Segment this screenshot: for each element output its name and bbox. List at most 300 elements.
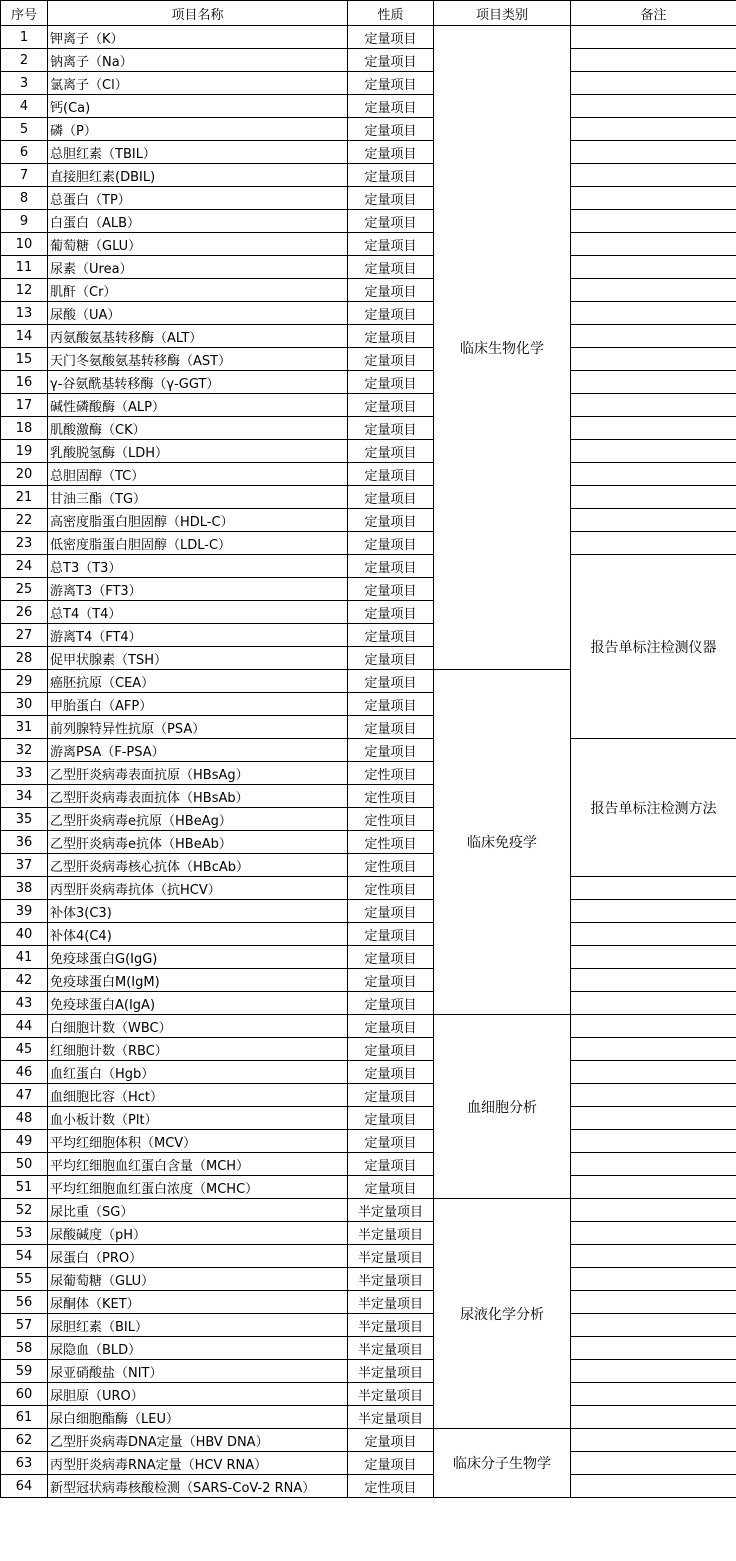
item-nature: 定量项目 — [348, 187, 434, 210]
remark-cell-empty — [571, 509, 736, 532]
table-row — [1, 141, 736, 164]
row-number: 6 — [1, 141, 48, 164]
item-nature: 定量项目 — [348, 624, 434, 647]
table-row — [1, 325, 736, 348]
item-nature: 定量项目 — [348, 1452, 434, 1475]
row-number: 35 — [1, 808, 48, 831]
remark-cell-empty — [571, 1291, 736, 1314]
remark-cell-empty — [571, 923, 736, 946]
item-name: 乙型肝炎病毒DNA定量（HBV DNA） — [48, 1429, 348, 1452]
item-category: 临床生物化学 — [434, 26, 571, 670]
item-category: 血细胞分析 — [434, 1015, 571, 1199]
table-row — [1, 877, 736, 900]
remark-cell-empty — [571, 1199, 736, 1222]
item-name: 总T4（T4） — [48, 601, 348, 624]
item-name: 尿素（Urea） — [48, 256, 348, 279]
remark-cell-empty — [571, 1475, 736, 1498]
item-name: 肌酸激酶（CK） — [48, 417, 348, 440]
item-name: 尿比重（SG） — [48, 1199, 348, 1222]
row-number: 31 — [1, 716, 48, 739]
item-name: 丙型肝炎病毒抗体（抗HCV） — [48, 877, 348, 900]
remark-cell-empty — [571, 1337, 736, 1360]
table-row — [1, 417, 736, 440]
item-nature: 半定量项目 — [348, 1222, 434, 1245]
table-row — [1, 532, 736, 555]
item-nature: 定量项目 — [348, 371, 434, 394]
row-number: 61 — [1, 1406, 48, 1429]
row-number: 53 — [1, 1222, 48, 1245]
item-nature: 定量项目 — [348, 1429, 434, 1452]
item-name: 促甲状腺素（TSH） — [48, 647, 348, 670]
item-name: 乙型肝炎病毒核心抗体（HBcAb） — [48, 854, 348, 877]
item-nature: 定量项目 — [348, 1107, 434, 1130]
table-row — [1, 1475, 736, 1498]
item-nature: 定性项目 — [348, 831, 434, 854]
remark-cell-empty — [571, 118, 736, 141]
item-name: 尿葡萄糖（GLU） — [48, 1268, 348, 1291]
item-nature: 定量项目 — [348, 348, 434, 371]
table-row — [1, 923, 736, 946]
row-number: 13 — [1, 302, 48, 325]
row-number: 17 — [1, 394, 48, 417]
item-nature: 定量项目 — [348, 716, 434, 739]
row-number: 19 — [1, 440, 48, 463]
row-number: 58 — [1, 1337, 48, 1360]
row-number: 40 — [1, 923, 48, 946]
item-name: 补体3(C3) — [48, 900, 348, 923]
item-nature: 半定量项目 — [348, 1406, 434, 1429]
table-body — [1, 26, 736, 1498]
row-number: 2 — [1, 49, 48, 72]
remark-cell-empty — [571, 900, 736, 923]
item-nature: 半定量项目 — [348, 1291, 434, 1314]
remark-cell-empty — [571, 325, 736, 348]
item-name: 白细胞计数（WBC） — [48, 1015, 348, 1038]
row-number: 37 — [1, 854, 48, 877]
row-number: 12 — [1, 279, 48, 302]
remark-cell-empty — [571, 1038, 736, 1061]
item-nature: 定量项目 — [348, 233, 434, 256]
item-nature: 半定量项目 — [348, 1199, 434, 1222]
table-header — [1, 1, 736, 26]
item-name: 总蛋白（TP） — [48, 187, 348, 210]
remark-cell-empty — [571, 1245, 736, 1268]
table-row — [1, 1245, 736, 1268]
table-row — [1, 187, 736, 210]
remark-cell-empty — [571, 946, 736, 969]
item-nature: 定量项目 — [348, 532, 434, 555]
remark-cell-empty — [571, 49, 736, 72]
item-nature: 定量项目 — [348, 417, 434, 440]
remark-cell-empty — [571, 440, 736, 463]
item-category: 尿液化学分析 — [434, 1199, 571, 1429]
row-number: 27 — [1, 624, 48, 647]
remark-cell-empty — [571, 1130, 736, 1153]
remark-cell-empty — [571, 463, 736, 486]
item-name: 新型冠状病毒核酸检测（SARS-CoV-2 RNA） — [48, 1475, 348, 1498]
row-number: 55 — [1, 1268, 48, 1291]
item-nature: 定性项目 — [348, 785, 434, 808]
table-row — [1, 49, 736, 72]
item-nature: 定量项目 — [348, 1061, 434, 1084]
item-nature: 定量项目 — [348, 95, 434, 118]
row-number: 49 — [1, 1130, 48, 1153]
item-name: 乳酸脱氢酶（LDH） — [48, 440, 348, 463]
row-number: 42 — [1, 969, 48, 992]
item-name: 红细胞计数（RBC） — [48, 1038, 348, 1061]
remark-cell-empty — [571, 1015, 736, 1038]
row-number: 9 — [1, 210, 48, 233]
table-row — [1, 1084, 736, 1107]
table-row — [1, 1061, 736, 1084]
item-remark: 报告单标注检测仪器 — [571, 555, 736, 739]
remark-cell-empty — [571, 1176, 736, 1199]
item-name: 甘油三酯（TG） — [48, 486, 348, 509]
table-row — [1, 1337, 736, 1360]
table-row — [1, 1222, 736, 1245]
remark-cell-empty — [571, 187, 736, 210]
table-row — [1, 463, 736, 486]
item-name: 游离T4（FT4） — [48, 624, 348, 647]
item-nature: 定量项目 — [348, 164, 434, 187]
table-row — [1, 969, 736, 992]
table-row — [1, 1199, 736, 1222]
item-remark: 报告单标注检测方法 — [571, 739, 736, 877]
item-nature: 定量项目 — [348, 601, 434, 624]
remark-cell-empty — [571, 1061, 736, 1084]
row-number: 15 — [1, 348, 48, 371]
item-nature: 定量项目 — [348, 463, 434, 486]
item-category: 临床分子生物学 — [434, 1429, 571, 1498]
item-nature: 半定量项目 — [348, 1383, 434, 1406]
table-row — [1, 1107, 736, 1130]
item-nature: 定量项目 — [348, 394, 434, 417]
remark-cell-empty — [571, 877, 736, 900]
item-name: 天门冬氨酸氨基转移酶（AST） — [48, 348, 348, 371]
row-number: 32 — [1, 739, 48, 762]
header-row — [1, 1, 736, 26]
item-name: 尿蛋白（PRO） — [48, 1245, 348, 1268]
remark-cell-empty — [571, 1429, 736, 1452]
item-name: 乙型肝炎病毒e抗体（HBeAb） — [48, 831, 348, 854]
remark-cell-empty — [571, 992, 736, 1015]
item-nature: 定量项目 — [348, 141, 434, 164]
item-nature: 半定量项目 — [348, 1245, 434, 1268]
table-row — [1, 900, 736, 923]
table-row — [1, 1360, 736, 1383]
item-name: 游离PSA（F-PSA） — [48, 739, 348, 762]
item-name: 补体4(C4) — [48, 923, 348, 946]
item-nature: 定性项目 — [348, 877, 434, 900]
item-name: 总胆红素（TBIL） — [48, 141, 348, 164]
header-name: 项目名称 — [48, 1, 348, 26]
table-row — [1, 233, 736, 256]
row-number: 48 — [1, 1107, 48, 1130]
table-row — [1, 440, 736, 463]
remark-cell-empty — [571, 969, 736, 992]
item-nature: 半定量项目 — [348, 1360, 434, 1383]
item-name: 尿隐血（BLD） — [48, 1337, 348, 1360]
row-number: 25 — [1, 578, 48, 601]
remark-cell-empty — [571, 279, 736, 302]
remark-cell-empty — [571, 1084, 736, 1107]
row-number: 52 — [1, 1199, 48, 1222]
row-number: 5 — [1, 118, 48, 141]
item-name: 尿亚硝酸盐（NIT） — [48, 1360, 348, 1383]
item-name: 平均红细胞血红蛋白浓度（MCHC） — [48, 1176, 348, 1199]
row-number: 63 — [1, 1452, 48, 1475]
table-row — [1, 118, 736, 141]
item-nature: 半定量项目 — [348, 1314, 434, 1337]
item-nature: 定性项目 — [348, 762, 434, 785]
table-row — [1, 279, 736, 302]
item-name: 乙型肝炎病毒表面抗原（HBsAg） — [48, 762, 348, 785]
remark-cell-empty — [571, 1360, 736, 1383]
table-row — [1, 1038, 736, 1061]
item-name: 肌酐（Cr） — [48, 279, 348, 302]
item-nature: 定量项目 — [348, 693, 434, 716]
row-number: 46 — [1, 1061, 48, 1084]
header-no: 序号 — [1, 1, 48, 26]
table-row — [1, 1291, 736, 1314]
table-row — [1, 72, 736, 95]
row-number: 7 — [1, 164, 48, 187]
remark-cell-empty — [571, 256, 736, 279]
item-nature: 半定量项目 — [348, 1337, 434, 1360]
table-row — [1, 1268, 736, 1291]
remark-cell-empty — [571, 1406, 736, 1429]
item-nature: 定量项目 — [348, 900, 434, 923]
item-name: 游离T3（FT3） — [48, 578, 348, 601]
item-nature: 定量项目 — [348, 946, 434, 969]
header-remark: 备注 — [571, 1, 736, 26]
row-number: 54 — [1, 1245, 48, 1268]
item-nature: 定量项目 — [348, 210, 434, 233]
row-number: 29 — [1, 670, 48, 693]
row-number: 44 — [1, 1015, 48, 1038]
table-row — [1, 1406, 736, 1429]
row-number: 28 — [1, 647, 48, 670]
row-number: 39 — [1, 900, 48, 923]
item-nature: 定量项目 — [348, 279, 434, 302]
table-row — [1, 256, 736, 279]
item-nature: 定量项目 — [348, 923, 434, 946]
item-name: γ-谷氨酰基转移酶（γ-GGT） — [48, 371, 348, 394]
item-name: 钾离子（K） — [48, 26, 348, 49]
remark-cell-empty — [571, 417, 736, 440]
table-row — [1, 1130, 736, 1153]
row-number: 34 — [1, 785, 48, 808]
item-nature: 定量项目 — [348, 992, 434, 1015]
row-number: 57 — [1, 1314, 48, 1337]
remark-cell-empty — [571, 141, 736, 164]
table-row — [1, 946, 736, 969]
item-nature: 定量项目 — [348, 969, 434, 992]
row-number: 50 — [1, 1153, 48, 1176]
table-row — [1, 486, 736, 509]
table-row — [1, 1452, 736, 1475]
item-name: 直接胆红素(DBIL) — [48, 164, 348, 187]
item-name: 白蛋白（ALB） — [48, 210, 348, 233]
remark-cell-empty — [571, 348, 736, 371]
item-nature: 定量项目 — [348, 302, 434, 325]
item-name: 丙型肝炎病毒RNA定量（HCV RNA） — [48, 1452, 348, 1475]
row-number: 60 — [1, 1383, 48, 1406]
row-number: 10 — [1, 233, 48, 256]
item-nature: 定量项目 — [348, 555, 434, 578]
row-number: 62 — [1, 1429, 48, 1452]
table-row — [1, 26, 736, 49]
row-number: 23 — [1, 532, 48, 555]
item-nature: 定量项目 — [348, 1176, 434, 1199]
row-number: 45 — [1, 1038, 48, 1061]
header-nature: 性质 — [348, 1, 434, 26]
item-name: 血小板计数（Plt） — [48, 1107, 348, 1130]
item-nature: 定量项目 — [348, 670, 434, 693]
remark-cell-empty — [571, 486, 736, 509]
table-row — [1, 1153, 736, 1176]
item-name: 碱性磷酸酶（ALP） — [48, 394, 348, 417]
row-number: 24 — [1, 555, 48, 578]
row-number: 16 — [1, 371, 48, 394]
table-row — [1, 164, 736, 187]
row-number: 14 — [1, 325, 48, 348]
table-row — [1, 992, 736, 1015]
row-number: 21 — [1, 486, 48, 509]
row-number: 33 — [1, 762, 48, 785]
remark-cell-empty — [571, 164, 736, 187]
table-row — [1, 1015, 736, 1038]
item-nature: 定量项目 — [348, 49, 434, 72]
item-name: 前列腺特异性抗原（PSA） — [48, 716, 348, 739]
table-row — [1, 302, 736, 325]
row-number: 59 — [1, 1360, 48, 1383]
table-row — [1, 394, 736, 417]
item-name: 免疫球蛋白G(IgG) — [48, 946, 348, 969]
row-number: 8 — [1, 187, 48, 210]
item-name: 丙氨酸氨基转移酶（ALT） — [48, 325, 348, 348]
item-nature: 定量项目 — [348, 1084, 434, 1107]
remark-cell-empty — [571, 1222, 736, 1245]
item-nature: 定量项目 — [348, 440, 434, 463]
row-number: 1 — [1, 26, 48, 49]
remark-cell-empty — [571, 210, 736, 233]
item-name: 低密度脂蛋白胆固醇（LDL-C） — [48, 532, 348, 555]
item-name: 尿酸碱度（pH） — [48, 1222, 348, 1245]
item-name: 磷（P） — [48, 118, 348, 141]
table-row — [1, 210, 736, 233]
item-name: 尿白细胞酯酶（LEU） — [48, 1406, 348, 1429]
item-nature: 定性项目 — [348, 854, 434, 877]
item-name: 尿胆原（URO） — [48, 1383, 348, 1406]
remark-cell-empty — [571, 1268, 736, 1291]
row-number: 20 — [1, 463, 48, 486]
item-name: 钙(Ca) — [48, 95, 348, 118]
remark-cell-empty — [571, 371, 736, 394]
table-row — [1, 509, 736, 532]
item-nature: 定量项目 — [348, 1130, 434, 1153]
item-nature: 定性项目 — [348, 808, 434, 831]
row-number: 47 — [1, 1084, 48, 1107]
item-name: 血细胞比容（Hct） — [48, 1084, 348, 1107]
remark-cell-empty — [571, 302, 736, 325]
table-row — [1, 1176, 736, 1199]
remark-cell-empty — [571, 95, 736, 118]
item-name: 总胆固醇（TC） — [48, 463, 348, 486]
row-number: 11 — [1, 256, 48, 279]
row-number: 38 — [1, 877, 48, 900]
remark-cell-empty — [571, 532, 736, 555]
remark-cell-empty — [571, 72, 736, 95]
item-name: 高密度脂蛋白胆固醇（HDL-C） — [48, 509, 348, 532]
table-row — [1, 95, 736, 118]
item-name: 免疫球蛋白A(IgA) — [48, 992, 348, 1015]
table-row — [1, 348, 736, 371]
item-nature: 定量项目 — [348, 72, 434, 95]
table-row — [1, 555, 736, 578]
item-nature: 定量项目 — [348, 509, 434, 532]
item-name: 癌胚抗原（CEA） — [48, 670, 348, 693]
item-name: 免疫球蛋白M(IgM) — [48, 969, 348, 992]
row-number: 26 — [1, 601, 48, 624]
remark-cell-empty — [571, 394, 736, 417]
item-category: 临床免疫学 — [434, 670, 571, 1015]
header-category: 项目类别 — [434, 1, 571, 26]
item-name: 乙型肝炎病毒表面抗体（HBsAb） — [48, 785, 348, 808]
item-nature: 定性项目 — [348, 1475, 434, 1498]
item-nature: 定量项目 — [348, 256, 434, 279]
item-nature: 定量项目 — [348, 739, 434, 762]
table-row — [1, 1383, 736, 1406]
item-nature: 定量项目 — [348, 325, 434, 348]
item-name: 钠离子（Na） — [48, 49, 348, 72]
remark-cell-empty — [571, 233, 736, 256]
item-name: 尿酮体（KET） — [48, 1291, 348, 1314]
item-name: 乙型肝炎病毒e抗原（HBeAg） — [48, 808, 348, 831]
row-number: 3 — [1, 72, 48, 95]
item-name: 平均红细胞体积（MCV） — [48, 1130, 348, 1153]
item-name: 甲胎蛋白（AFP） — [48, 693, 348, 716]
item-name: 葡萄糖（GLU） — [48, 233, 348, 256]
item-name: 尿酸（UA） — [48, 302, 348, 325]
row-number: 41 — [1, 946, 48, 969]
row-number: 64 — [1, 1475, 48, 1498]
row-number: 56 — [1, 1291, 48, 1314]
remark-cell-empty — [571, 1314, 736, 1337]
item-nature: 定量项目 — [348, 1015, 434, 1038]
row-number: 18 — [1, 417, 48, 440]
remark-cell-empty — [571, 26, 736, 49]
remark-cell-empty — [571, 1383, 736, 1406]
item-name: 总T3（T3） — [48, 555, 348, 578]
remark-cell-empty — [571, 1107, 736, 1130]
table-row — [1, 1429, 736, 1452]
row-number: 36 — [1, 831, 48, 854]
row-number: 43 — [1, 992, 48, 1015]
table-row — [1, 371, 736, 394]
item-name: 血红蛋白（Hgb） — [48, 1061, 348, 1084]
remark-cell-empty — [571, 1153, 736, 1176]
item-name: 氯离子（Cl） — [48, 72, 348, 95]
item-nature: 半定量项目 — [348, 1268, 434, 1291]
row-number: 30 — [1, 693, 48, 716]
item-nature: 定量项目 — [348, 486, 434, 509]
table-row — [1, 739, 736, 762]
row-number: 22 — [1, 509, 48, 532]
item-nature: 定量项目 — [348, 578, 434, 601]
item-nature: 定量项目 — [348, 1038, 434, 1061]
row-number: 4 — [1, 95, 48, 118]
